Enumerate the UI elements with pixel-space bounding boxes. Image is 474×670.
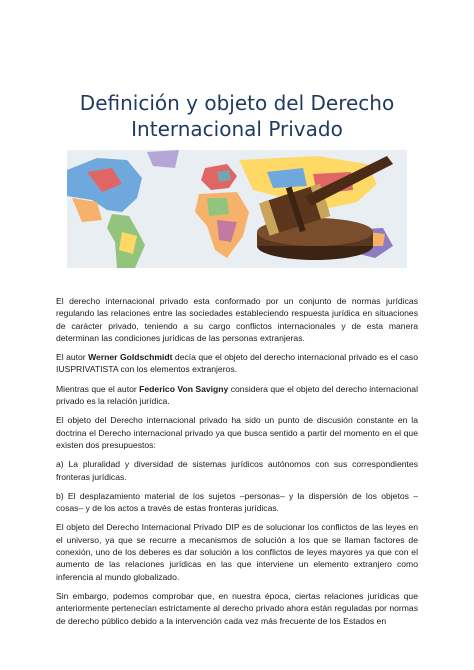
paragraph: El objeto del Derecho Internacional Privado DIP es de solucionar los conflictos de las leyes en el universo, ya que se recurre a mecanismos de solución a los que se llaman factores de conexión, uno de los deberes es dar solución a los conflictos de leyes mayores ya que con el aumento de las relaciones jurídicas en las que interviene un elemento extranjero como inferencia al mundo globalizado. xyxy=(56,522,418,582)
paragraph: El derecho internacional privado esta conformado por un conjunto de normas jurídicas regulando las relaciones entre las sociedades estableciendo respuesta jurídica en situaciones de carácter privado, teniendo a su cargo conflictos internacionales y de esta manera determinan las condiciones jurídicas de las personas extranjeras. xyxy=(56,296,418,343)
text-span: Mientras que el autor xyxy=(56,383,140,394)
paragraph xyxy=(56,383,418,408)
paragraph: Sin embargo, podemos comprobar que, en nuestra época, ciertas relaciones jurídicas que anteriormente pertenecían estrictamente al derecho privado ahora están reguladas por normas de derecho público debido a la intervención cada vez más frecuente de los Estados en xyxy=(56,590,418,626)
paragraph: b) El desplazamiento material de los sujetos –personas– y la dispersión de los objetos –cosas– y de los actos a través de estas fronteras jurídicas. xyxy=(56,490,418,514)
page-title: Definición y objeto del Derecho Internacional Privado xyxy=(79,91,395,141)
map-gavel-image xyxy=(67,150,407,268)
body-text xyxy=(56,295,418,634)
paragraph: El objeto del Derecho internacional privado ha sido un punto de discusión constante en la doctrina el Derecho internacional privado ya que busca sentido a partir del momento en el que existen dos presupuestos: xyxy=(56,415,418,450)
paragraph xyxy=(56,351,418,376)
paragraph: a) La pluralidad y diversidad de sistemas jurídicos autónomos con sus correspondientes fronteras jurídicas. xyxy=(56,459,418,482)
text-span: considera que el objeto del derecho internacional privado es la relación jurídica. xyxy=(56,383,418,407)
text-span: decía que el objeto del derecho internacional privado es el caso IUSPRIVATISTA con los elementos extranjeros. xyxy=(56,352,418,375)
author-name: Werner Goldschmidt xyxy=(88,352,173,363)
map-gavel-illustration xyxy=(67,150,407,268)
author-name: Federico Von Savigny xyxy=(139,383,229,394)
text-span: El autor xyxy=(56,352,89,363)
